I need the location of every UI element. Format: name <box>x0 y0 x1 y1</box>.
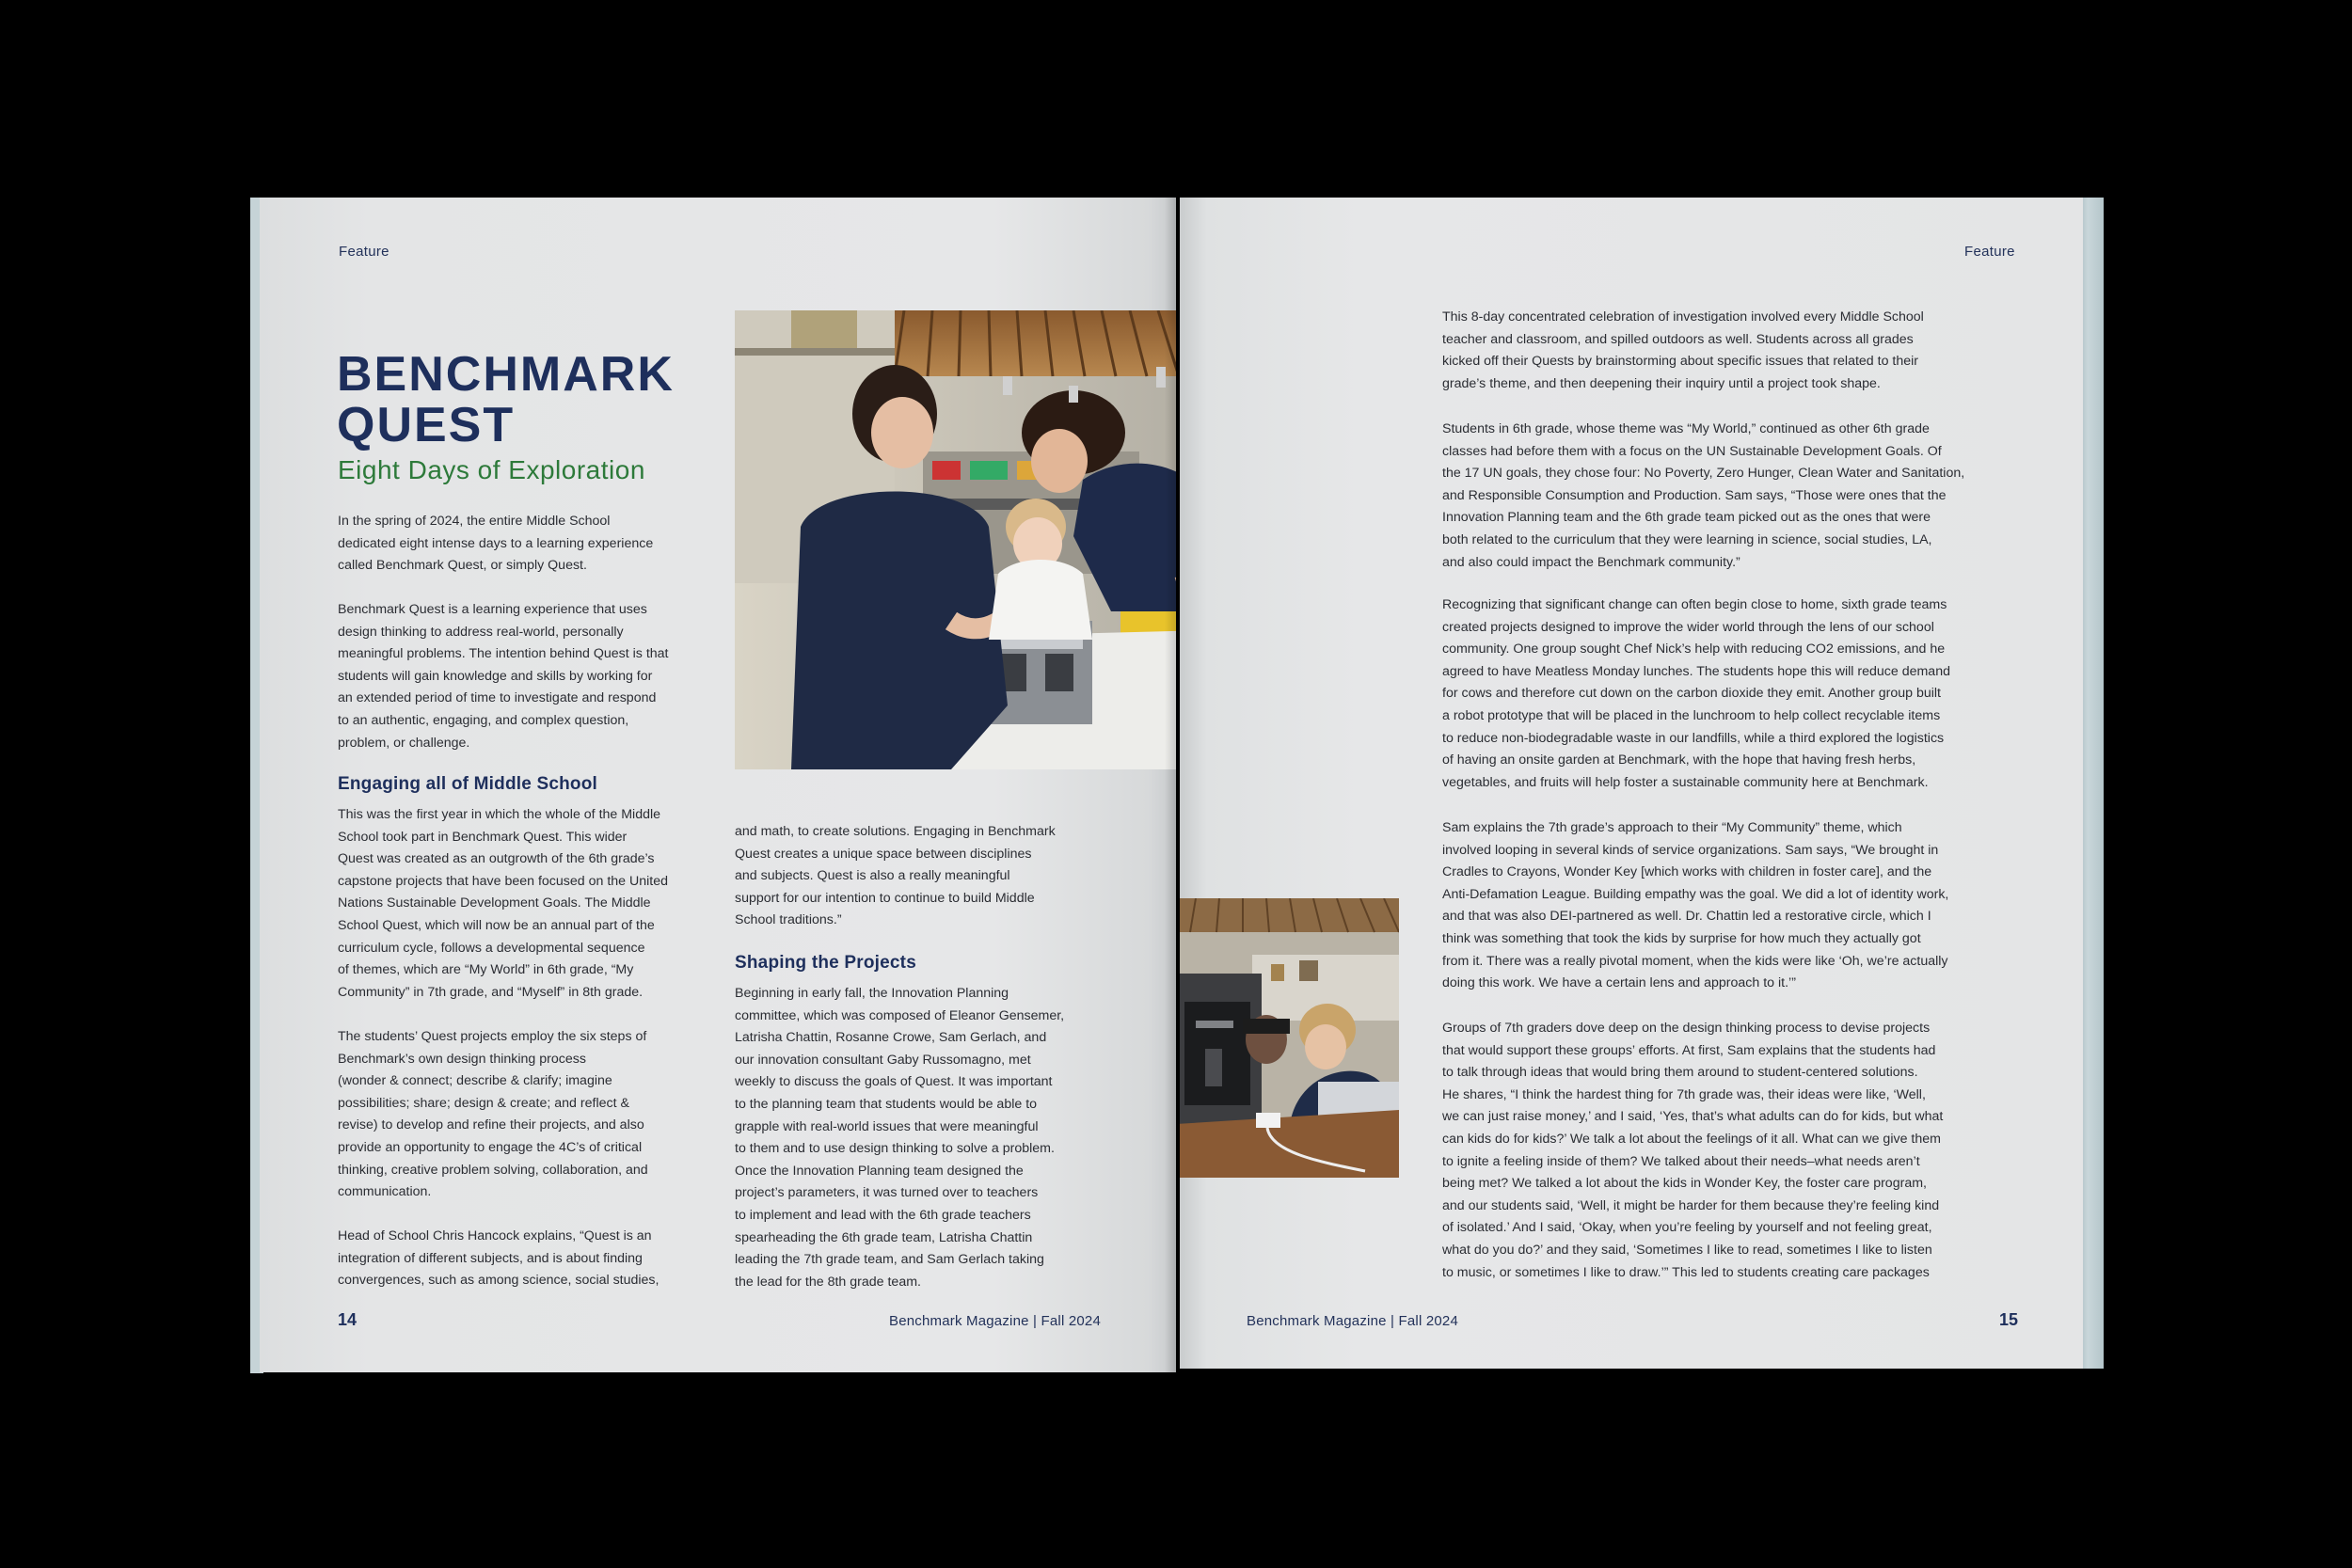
paragraph: Sam explains the 7th grade’s approach to their “My Community” theme, which involved looping in several kinds of service organizations. Sam says, “We brought in Cradles to Crayons, Wonder Key [which works with children in foster care], and the Anti-Defamation League. Building empathy was the goal. We did a lot of identity work, and that was also DEI-partnered as well. Dr. Chattin led a restorative circle, which I think was something that took the kids by surprise for how much they actually got from it. There was a really pivotal moment, when the kids were like ‘Oh, we’re actually doing this work. We have a certain lens and approach to it.’” <box>1442 820 1949 991</box>
section-label: Feature <box>339 244 389 260</box>
page-number: 15 <box>1999 1310 2019 1329</box>
paragraph: Students in 6th grade, whose theme was “My World,” continued as other 6th grade classes had before them with a focus on the UN Sustainable Development Goals. Of the 17 UN goals, they chose four: No Poverty, Zero Hunger, Clean Water and Sanitation, and Responsible Consumption and Production. Sam says, “Those were ones that the Innovation Planning team and the 6th grade team picked out as the ones that were both related to the curriculum that they were learning in science, social studies, LA, and also could impact the Benchmark community.” <box>1442 421 1965 570</box>
section-heading: Shaping the Projects <box>735 953 916 973</box>
article-title-line1: BENCHMARK <box>337 347 675 402</box>
article-subtitle: Eight Days of Exploration <box>338 455 645 484</box>
paragraph: This was the first year in which the whole of the Middle School took part in Benchmark Quest. This wider Quest was created as an outgrowth of the 6th grade’s capstone projects that have been focused on the United Nations Sustainable Development Goals. The Middle School Quest, which will now be an annual part of the curriculum cycle, follows a developmental sequence of themes, which are “My World” in 6th grade, “My Community” in 7th grade, and “Myself” in 8th grade. <box>338 807 668 1000</box>
paragraph: The students’ Quest projects employ the six steps of Benchmark’s own design thinking process (wonder & connect; describe & clarify; imagine possibilities; share; design & create; and reflect & revise) to develop and refine their projects, and also provide an opportunity to engage the 4C’s of critical thinking, creative problem solving, collaboration, and communication. <box>338 1029 648 1200</box>
article-title-line2: QUEST <box>337 398 516 452</box>
paragraph: and math, to create solutions. Engaging in Benchmark Quest creates a unique space between disciplines and subjects. Quest is also a really meaningful support for our intention to continue to build Middle School traditions.” <box>735 824 1056 928</box>
section-heading: Engaging all of Middle School <box>338 774 598 794</box>
right-page <box>1180 198 2083 1369</box>
students-3d-printer-photo <box>1180 898 1399 1178</box>
paragraph: Benchmark Quest is a learning experience that uses design thinking to address real-world, personally meaningful problems. The intention behind Quest is that students will gain knowledge and skills by working for an extended period of time to investigate and respond to an authentic, engaging, and complex question, problem, or challenge. <box>338 602 669 751</box>
intro-paragraph: In the spring of 2024, the entire Middle School dedicated eight intense days to a learning experience called Benchmark Quest, or simply Quest. <box>338 514 654 574</box>
page-footer: Benchmark Magazine | Fall 2024 <box>889 1313 1102 1329</box>
paragraph: Groups of 7th graders dove deep on the design thinking process to devise projects that would support these groups’ efforts. At first, Sam explains that the students had to talk through ideas that would bring them around to student-centered solutions. He shares, “I think the hardest thing for 7th grade was, their ideas were like, ‘Well, we can just raise money,’ and I said, ‘Yes, that’s what adults can do for kids, but what can kids do for kids?’ We talk a lot about the feelings of it all. What can we give them to ignite a feeling inside of them? We talked about their needs–what needs aren’t being met? We talked a lot about the kids in Wonder Key, the foster care program, and our students said, ‘Well, it might be harder for them because they’re feeling kind of isolated.’ And I said, ‘Okay, when you’re feeling by yourself and not feeling great, what do you do?’ and they said, ‘Sometimes I like to read, sometimes I like to listen to music, or sometimes I like to draw.’” This led to students creating care packages <box>1442 1021 1944 1280</box>
page-number: 14 <box>338 1310 358 1329</box>
students-robot-photo <box>735 310 1176 769</box>
paragraph: This 8-day concentrated celebration of investigation involved every Middle School teacher and classroom, and spilled outdoors as well. Students across all grades kicked off their Quests by brainstorming about specific issues that related to their grade’s theme, and then deepening their inquiry until a project took shape. <box>1442 309 1924 391</box>
page-footer: Benchmark Magazine | Fall 2024 <box>1247 1313 1459 1329</box>
paragraph: Head of School Chris Hancock explains, “Quest is an integration of different subjects, and is about finding convergences, such as among science, social studies, <box>338 1228 660 1289</box>
left-page <box>260 198 1176 1372</box>
section-label: Feature <box>1964 244 2015 260</box>
paragraph: Recognizing that significant change can often begin close to home, sixth grade teams created projects designed to improve the wider world through the lens of our school community. One group sought Chef Nick’s help with reducing CO2 emissions, and he agreed to have Meatless Monday lunches. The students hope this will reduce demand for cows and therefore cut down on the carbon dioxide they emit. Another group built a robot prototype that will be placed in the lunchroom to help collect recyclable items to reduce non-biodegradable waste in our landfills, while a third explored the logistics of having an onsite garden at Benchmark, with the hope that having fresh herbs, vegetables, and fruits will help foster a sustainable community here at Benchmark. <box>1442 597 1950 790</box>
paragraph: Beginning in early fall, the Innovation Planning committee, which was composed of Eleanor Gensemer, Latrisha Chattin, Rosanne Crowe, Sam Gerlach, and our innovation consultant Gaby Russomagno, met weekly to discuss the goals of Quest. It was important to the planning team that students would be able to grapple with real-world issues that were meaningful to them and to use design thinking to solve a problem. Once the Innovation Planning team designed the project’s parameters, it was turned over to teachers to implement and lead with the 6th grade teachers spearheading the 6th grade team, Latrisha Chattin leading the 7th grade team, and Sam Gerlach taking the lead for the 8th grade team. <box>735 986 1065 1290</box>
